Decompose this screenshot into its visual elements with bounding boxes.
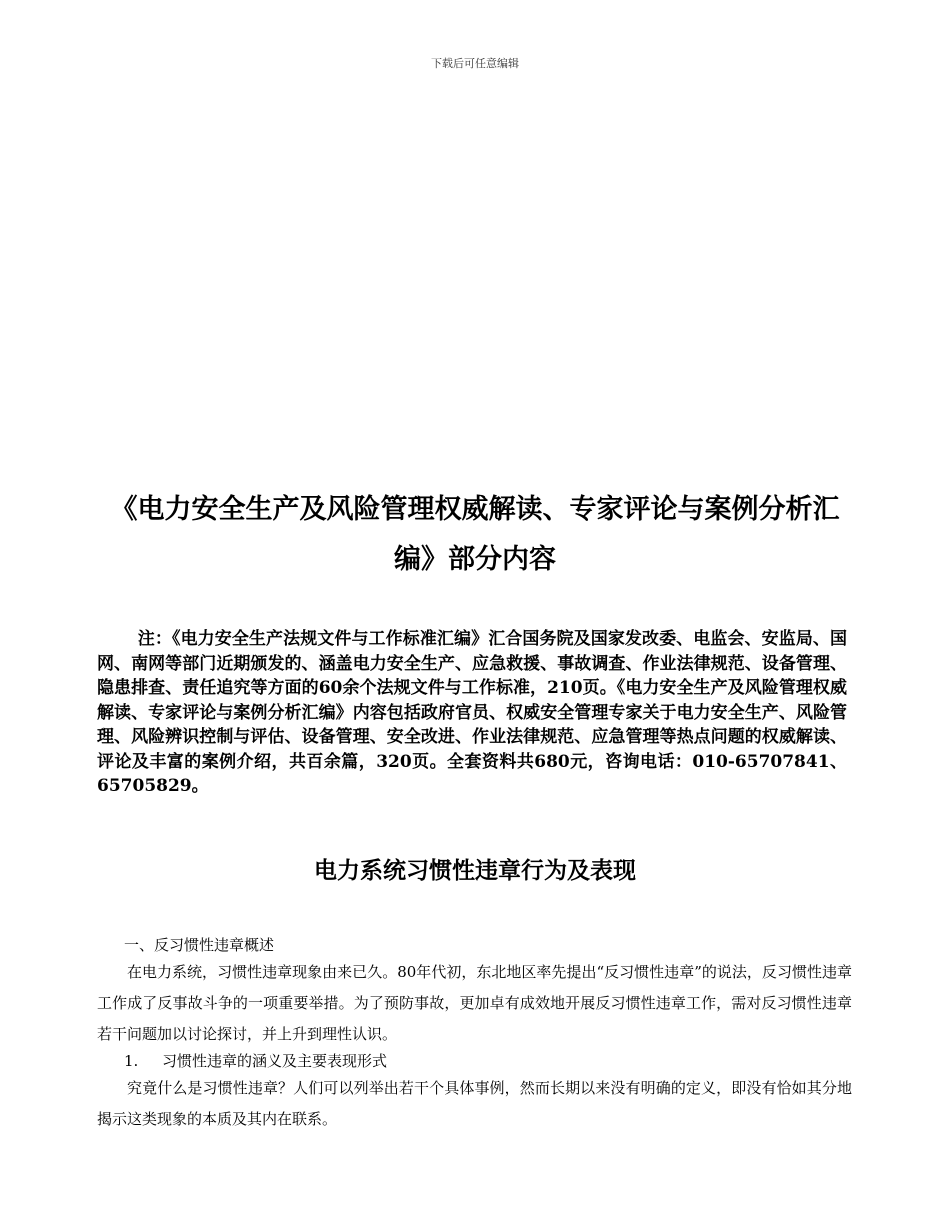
body-paragraph-2: 究竟什么是习惯性违章？人们可以列举出若干个具体事例，然而长期以来没有明确的定义，即没有恰如其分地揭示这类现象的本质及其内在联系。 [97,1079,852,1128]
section-heading: 一、反习惯性违章概述 [124,936,275,954]
section-title: 电力系统习惯性违章行为及表现 [314,857,636,884]
notice-paragraph: 注：《电力安全生产法规文件与工作标准汇编》汇合国务院及国家发改委、电监会、安监局、国网、南网等部门近期颁发的、涵盖电力安全生产、应急救援、事故调查、作业法律规范、设备管理、隐患排查、责任追究等方面的60余个法规文件与工作标准，210页。《电力安全生产及风险管理权威解读、专家评论与案例分析汇编》内容包括政府官员、权威安全管理专家关于电力安全生产、风险管理、风险辨识控制与评估、设备管理、安全改进、作业法律规范、应急管理等热点问题的权威解读、评论及丰富的案例介绍，共百余篇，320页。全套资料共680元，咨询电话：010-65707841、65705829。 [97,629,847,796]
body-paragraph-1: 在电力系统，习惯性违章现象由来已久。80年代初，东北地区率先提出“反习惯性违章”的说法，反习惯性违章工作成了反事故斗争的一项重要举措。为了预防事故，更加卓有成效地开展反习惯性违章工作，需对反习惯性违章若干问题加以讨论探讨，并上升到理性认识。 [97,963,852,1043]
list-item-number: 1. [124,1052,139,1070]
header-note: 下载后可任意编辑 [431,57,519,70]
list-item-text: 习惯性违章的涵义及主要表现形式 [162,1052,388,1070]
list-item [124,1050,387,1072]
document-title: 《电力安全生产及风险管理权威解读、专家评论与案例分析汇编》部分内容 [110,494,840,575]
